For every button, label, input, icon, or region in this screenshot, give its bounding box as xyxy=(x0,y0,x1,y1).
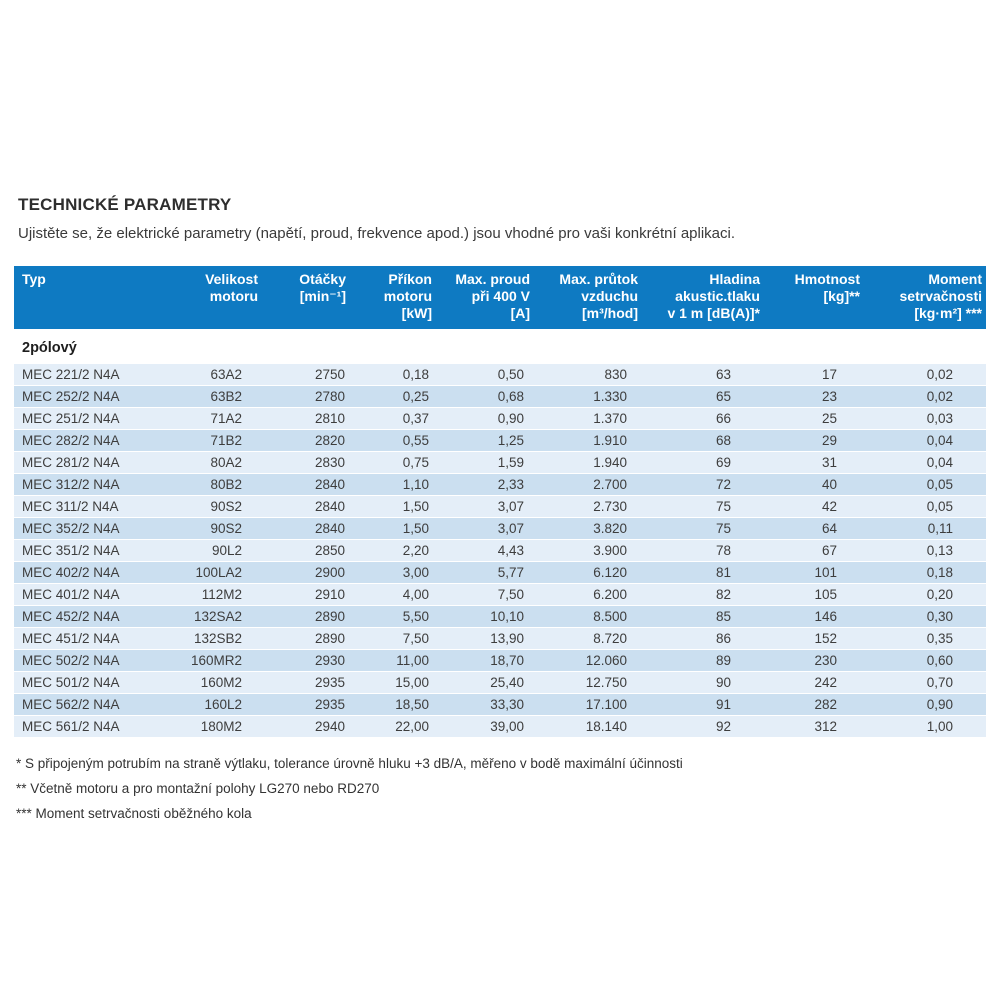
table-cell: 0,20 xyxy=(864,583,986,605)
table-cell: 13,90 xyxy=(436,627,534,649)
technical-parameters-table xyxy=(14,266,986,737)
page-title: TECHNICKÉ PARAMETRY xyxy=(18,195,232,214)
table-cell: 25,40 xyxy=(436,671,534,693)
table-cell: 15,00 xyxy=(350,671,436,693)
table-cell: 0,03 xyxy=(864,407,986,429)
table-cell: 67 xyxy=(764,539,864,561)
table-cell: 86 xyxy=(642,627,764,649)
table-cell: 18.140 xyxy=(534,715,642,737)
table-cell: 2.730 xyxy=(534,495,642,517)
table-cell: 160M2 xyxy=(170,671,262,693)
table-cell: 72 xyxy=(642,473,764,495)
table-cell: 22,00 xyxy=(350,715,436,737)
table-row xyxy=(14,473,986,495)
table-cell: 1,10 xyxy=(350,473,436,495)
table-cell: 0,90 xyxy=(436,407,534,429)
table-cell: 132SB2 xyxy=(170,627,262,649)
table-cell: 63 xyxy=(642,363,764,385)
table-cell: 31 xyxy=(764,451,864,473)
table-cell: 29 xyxy=(764,429,864,451)
table-cell: 2900 xyxy=(262,561,350,583)
table-cell: 4,00 xyxy=(350,583,436,605)
column-header-7: Hladina akustic.tlaku v 1 m [dB(A)]* xyxy=(642,266,764,329)
table-cell: 80A2 xyxy=(170,451,262,473)
table-cell: 63A2 xyxy=(170,363,262,385)
table-cell: 2935 xyxy=(262,671,350,693)
table-row xyxy=(14,627,986,649)
table-cell: 8.720 xyxy=(534,627,642,649)
table-cell: 2850 xyxy=(262,539,350,561)
table-cell: 5,77 xyxy=(436,561,534,583)
table-cell: MEC 311/2 N4A xyxy=(14,495,170,517)
table-cell: 0,75 xyxy=(350,451,436,473)
table-body xyxy=(14,329,986,737)
table-cell: 0,70 xyxy=(864,671,986,693)
table-cell: MEC 282/2 N4A xyxy=(14,429,170,451)
column-header-1: Typ xyxy=(14,266,170,329)
table-cell: 2890 xyxy=(262,605,350,627)
table-cell: MEC 502/2 N4A xyxy=(14,649,170,671)
table-cell: 64 xyxy=(764,517,864,539)
table-cell: 11,00 xyxy=(350,649,436,671)
table-cell: 92 xyxy=(642,715,764,737)
table-cell: 23 xyxy=(764,385,864,407)
table-cell: 3.900 xyxy=(534,539,642,561)
table-cell: 7,50 xyxy=(436,583,534,605)
table-cell: 0,60 xyxy=(864,649,986,671)
table-cell: 0,30 xyxy=(864,605,986,627)
table-cell: MEC 402/2 N4A xyxy=(14,561,170,583)
table-cell: 5,50 xyxy=(350,605,436,627)
table-cell: 33,30 xyxy=(436,693,534,715)
table-cell: 81 xyxy=(642,561,764,583)
table-row xyxy=(14,385,986,407)
column-header-5: Max. proud při 400 V [A] xyxy=(436,266,534,329)
table-cell: 6.120 xyxy=(534,561,642,583)
table-cell: 160L2 xyxy=(170,693,262,715)
table-cell: 78 xyxy=(642,539,764,561)
table-cell: 1,50 xyxy=(350,495,436,517)
table-row xyxy=(14,517,986,539)
table-cell: 71B2 xyxy=(170,429,262,451)
table-cell: 0,55 xyxy=(350,429,436,451)
table-cell: 0,25 xyxy=(350,385,436,407)
table-cell: 830 xyxy=(534,363,642,385)
table-cell: 0,90 xyxy=(864,693,986,715)
table-cell: 71A2 xyxy=(170,407,262,429)
table-cell: 10,10 xyxy=(436,605,534,627)
table-cell: 3,07 xyxy=(436,495,534,517)
table-cell: 242 xyxy=(764,671,864,693)
table-cell: 3,07 xyxy=(436,517,534,539)
table-cell: MEC 312/2 N4A xyxy=(14,473,170,495)
footnote-1: * S připojeným potrubím na straně výtlaku, tolerance úrovně hluku +3 dB/A, měřeno v bodě maximální účinnosti xyxy=(16,756,683,771)
table-cell: 68 xyxy=(642,429,764,451)
column-header-4: Příkon motoru [kW] xyxy=(350,266,436,329)
table-cell: 132SA2 xyxy=(170,605,262,627)
table-cell: 25 xyxy=(764,407,864,429)
table-cell: 282 xyxy=(764,693,864,715)
column-header-8: Hmotnost [kg]** xyxy=(764,266,864,329)
table-row xyxy=(14,561,986,583)
footnote-3: *** Moment setrvačnosti oběžného kola xyxy=(16,806,252,821)
table-cell: 90S2 xyxy=(170,495,262,517)
table-cell: 312 xyxy=(764,715,864,737)
footnote-2: ** Včetně motoru a pro montažní polohy LG270 nebo RD270 xyxy=(16,781,380,796)
table-cell: 2,33 xyxy=(436,473,534,495)
table-cell: 1,25 xyxy=(436,429,534,451)
table-row xyxy=(14,649,986,671)
table-cell: 0,35 xyxy=(864,627,986,649)
table-cell: 0,13 xyxy=(864,539,986,561)
table-cell: 12.750 xyxy=(534,671,642,693)
table-cell: 2840 xyxy=(262,473,350,495)
table-cell: 2810 xyxy=(262,407,350,429)
table-cell: 0,11 xyxy=(864,517,986,539)
table-cell: 3,00 xyxy=(350,561,436,583)
table-cell: 4,43 xyxy=(436,539,534,561)
table-row xyxy=(14,715,986,737)
footnotes xyxy=(16,755,986,823)
table-cell: 230 xyxy=(764,649,864,671)
table-cell: MEC 452/2 N4A xyxy=(14,605,170,627)
table-cell: 85 xyxy=(642,605,764,627)
table-cell: 90S2 xyxy=(170,517,262,539)
table-cell: 105 xyxy=(764,583,864,605)
table-cell: MEC 351/2 N4A xyxy=(14,539,170,561)
table-row xyxy=(14,539,986,561)
table-cell: 89 xyxy=(642,649,764,671)
table-cell: 80B2 xyxy=(170,473,262,495)
table-cell: 2820 xyxy=(262,429,350,451)
table-row xyxy=(14,429,986,451)
table-cell: 69 xyxy=(642,451,764,473)
table-cell: MEC 562/2 N4A xyxy=(14,693,170,715)
table-cell: 152 xyxy=(764,627,864,649)
table-cell: 40 xyxy=(764,473,864,495)
column-header-2: Velikost motoru xyxy=(170,266,262,329)
table-cell: 100LA2 xyxy=(170,561,262,583)
table-cell: 1.910 xyxy=(534,429,642,451)
table-cell: 2910 xyxy=(262,583,350,605)
table-cell: 2750 xyxy=(262,363,350,385)
table-cell: 0,18 xyxy=(350,363,436,385)
table-cell: 0,04 xyxy=(864,429,986,451)
table-cell: 0,05 xyxy=(864,495,986,517)
table-cell: 0,02 xyxy=(864,385,986,407)
table-cell: 2840 xyxy=(262,517,350,539)
table-cell: 2830 xyxy=(262,451,350,473)
table-cell: 0,37 xyxy=(350,407,436,429)
table-cell: 0,18 xyxy=(864,561,986,583)
table-cell: 2,20 xyxy=(350,539,436,561)
table-cell: 17.100 xyxy=(534,693,642,715)
table-row xyxy=(14,495,986,517)
table-header-row xyxy=(14,266,986,329)
table-cell: 3.820 xyxy=(534,517,642,539)
table-cell: MEC 561/2 N4A xyxy=(14,715,170,737)
table-cell: 180M2 xyxy=(170,715,262,737)
table-cell: MEC 401/2 N4A xyxy=(14,583,170,605)
table-cell: 2890 xyxy=(262,627,350,649)
table-cell: 91 xyxy=(642,693,764,715)
table-cell: 112M2 xyxy=(170,583,262,605)
table-cell: 66 xyxy=(642,407,764,429)
table-cell: 63B2 xyxy=(170,385,262,407)
table-cell: 18,50 xyxy=(350,693,436,715)
section-row xyxy=(14,329,986,363)
column-header-6: Max. průtok vzduchu [m³/hod] xyxy=(534,266,642,329)
table-row xyxy=(14,451,986,473)
page-subtitle: Ujistěte se, že elektrické parametry (napětí, proud, frekvence apod.) jsou vhodné pro vaši konkrétní aplikaci. xyxy=(18,225,736,242)
table-cell: 0,04 xyxy=(864,451,986,473)
table-cell: 146 xyxy=(764,605,864,627)
table-cell: 8.500 xyxy=(534,605,642,627)
table-cell: 7,50 xyxy=(350,627,436,649)
table-cell: 75 xyxy=(642,495,764,517)
table-cell: 2930 xyxy=(262,649,350,671)
table-cell: 2940 xyxy=(262,715,350,737)
table-cell: 12.060 xyxy=(534,649,642,671)
table-cell: MEC 252/2 N4A xyxy=(14,385,170,407)
table-cell: 160MR2 xyxy=(170,649,262,671)
table-cell: 90L2 xyxy=(170,539,262,561)
table-cell: 82 xyxy=(642,583,764,605)
column-header-9: Moment setrvačnosti [kg·m²] *** xyxy=(864,266,986,329)
table-cell: 2780 xyxy=(262,385,350,407)
table-cell: 0,05 xyxy=(864,473,986,495)
table-cell: 75 xyxy=(642,517,764,539)
table-cell: 1.940 xyxy=(534,451,642,473)
table-row xyxy=(14,583,986,605)
table-cell: 0,50 xyxy=(436,363,534,385)
table-cell: 2935 xyxy=(262,693,350,715)
table-cell: 18,70 xyxy=(436,649,534,671)
table-row xyxy=(14,671,986,693)
table-row xyxy=(14,407,986,429)
table-cell: 1,00 xyxy=(864,715,986,737)
table-cell: 1.370 xyxy=(534,407,642,429)
table-cell: 39,00 xyxy=(436,715,534,737)
table-cell: 6.200 xyxy=(534,583,642,605)
table-cell: 17 xyxy=(764,363,864,385)
table-row xyxy=(14,363,986,385)
table-cell: 0,02 xyxy=(864,363,986,385)
table-cell: 101 xyxy=(764,561,864,583)
table-cell: MEC 221/2 N4A xyxy=(14,363,170,385)
table-cell: 0,68 xyxy=(436,385,534,407)
table-cell: MEC 281/2 N4A xyxy=(14,451,170,473)
table-cell: 1,50 xyxy=(350,517,436,539)
table-cell: MEC 501/2 N4A xyxy=(14,671,170,693)
table-cell: 2.700 xyxy=(534,473,642,495)
table-cell: 90 xyxy=(642,671,764,693)
table-cell: 2840 xyxy=(262,495,350,517)
table-cell: MEC 251/2 N4A xyxy=(14,407,170,429)
table-cell: 1.330 xyxy=(534,385,642,407)
table-row xyxy=(14,605,986,627)
table-cell: 1,59 xyxy=(436,451,534,473)
table-row xyxy=(14,693,986,715)
column-header-3: Otáčky [min⁻¹] xyxy=(262,266,350,329)
table-cell: 65 xyxy=(642,385,764,407)
section-label: 2pólový xyxy=(14,329,986,363)
table-cell: MEC 352/2 N4A xyxy=(14,517,170,539)
table-cell: 42 xyxy=(764,495,864,517)
table-cell: MEC 451/2 N4A xyxy=(14,627,170,649)
